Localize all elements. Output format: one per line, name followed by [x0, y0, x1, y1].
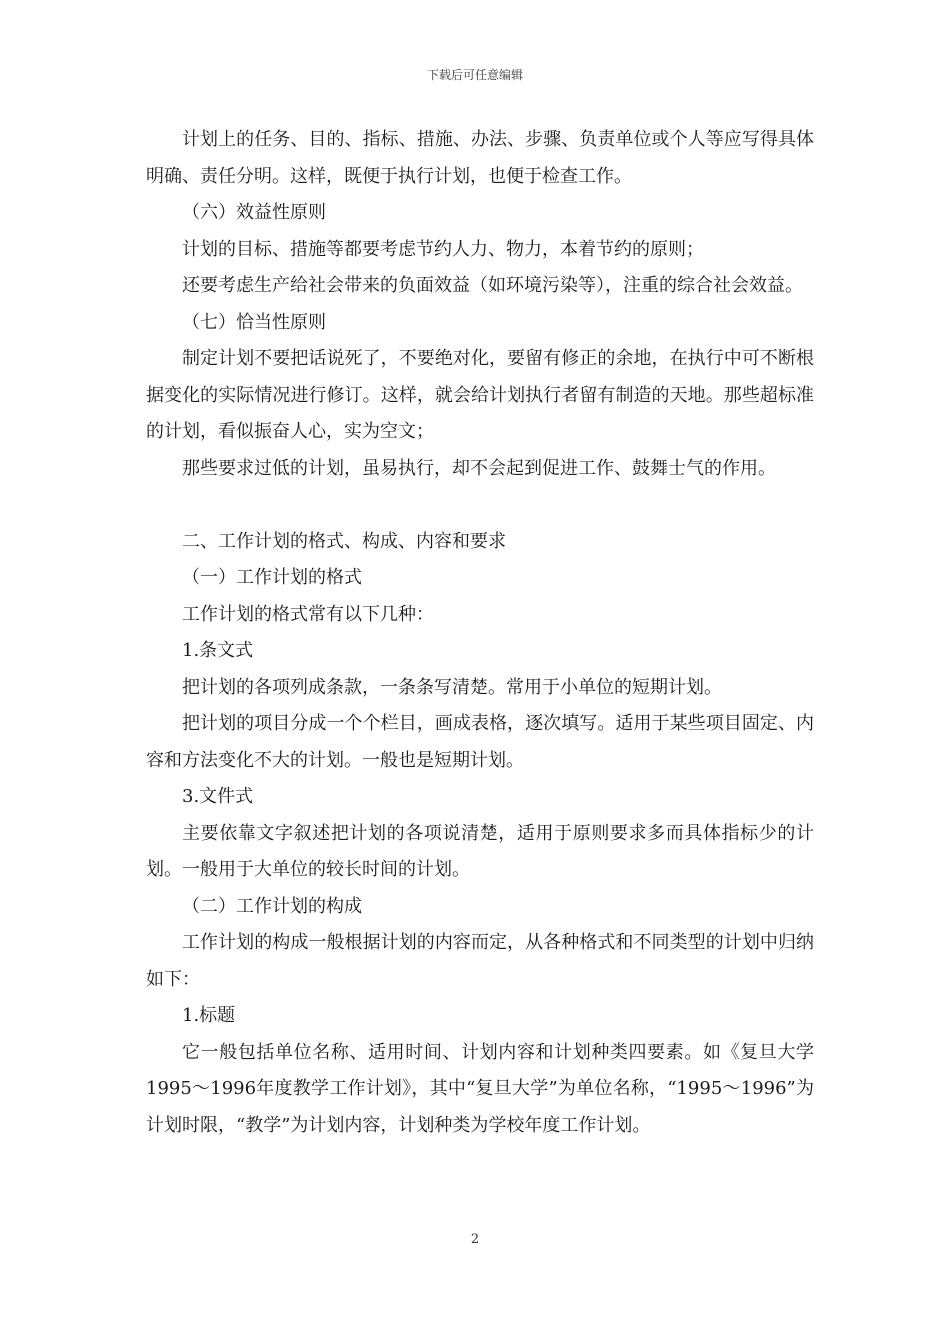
blank-line	[146, 487, 814, 524]
paragraph-responsibility: 计划上的任务、目的、指标、措施、办法、步骤、负责单位或个人等应写得具体明确、责任分明。这样，既便于执行计划，也便于检查工作。	[146, 129, 814, 187]
paragraph-social-benefit: 还要考虑生产给社会带来的负面效益（如环境污染等），注重的综合社会效益。	[182, 275, 803, 296]
heading-benefit-principle: （六）效益性原则	[182, 202, 326, 223]
item-clause-style: 1.条文式	[182, 640, 254, 661]
paragraph-clause-style: 把计划的各项列成条款，一条条写清楚。常用于小单位的短期计划。	[182, 676, 722, 698]
page-header: 下载后可任意编辑	[426, 68, 523, 82]
paragraph-flexibility: 制定计划不要把话说死了，不要绝对化，要留有修正的余地，在执行中可不断根据变化的实际情况进行修订。这样，就会给计划执行者留有制造的天地。那些超标准的计划，看似振奋人心，实为空文；	[146, 348, 814, 442]
item-title: 1.标题	[182, 1005, 236, 1026]
paragraph-format-intro: 工作计划的格式常有以下几种：	[182, 603, 434, 625]
subheading-plan-format: （一）工作计划的格式	[182, 567, 362, 588]
paragraph-title-example: 它一般包括单位名称、适用时间、计划内容和计划种类四要素。如《复旦大学1995～1996年度教学工作计划》，其中“复旦大学”为单位名称，“1995～1996”为计划时限，“教学”为计划内容，计划种类为学校年度工作计划。	[146, 1041, 814, 1136]
section-heading-format: 二、工作计划的格式、构成、内容和要求	[182, 530, 506, 552]
paragraph-structure-intro: 工作计划的构成一般根据计划的内容而定，从各种格式和不同类型的计划中归纳如下：	[146, 932, 814, 990]
paragraph-saving: 计划的目标、措施等都要考虑节约人力、物力，本着节约的原则；	[182, 238, 704, 260]
heading-appropriateness-principle: （七）恰当性原则	[182, 311, 326, 333]
paragraph-table-style: 把计划的项目分成一个个栏目，画成表格，逐次填写。适用于某些项目固定、内容和方法变化不大的计划。一般也是短期计划。	[146, 713, 814, 771]
document-body	[146, 122, 814, 1144]
page-number: 2	[470, 1232, 480, 1247]
subheading-plan-structure: （二）工作计划的构成	[182, 895, 362, 917]
item-document-style: 3.文件式	[182, 786, 254, 807]
paragraph-low-requirements: 那些要求过低的计划，虽易执行，却不会起到促进工作、鼓舞士气的作用。	[182, 457, 776, 479]
paragraph-document-style: 主要依靠文字叙述把计划的各项说清楚，适用于原则要求多而具体指标少的计划。一般用于大单位的较长时间的计划。	[146, 822, 814, 880]
